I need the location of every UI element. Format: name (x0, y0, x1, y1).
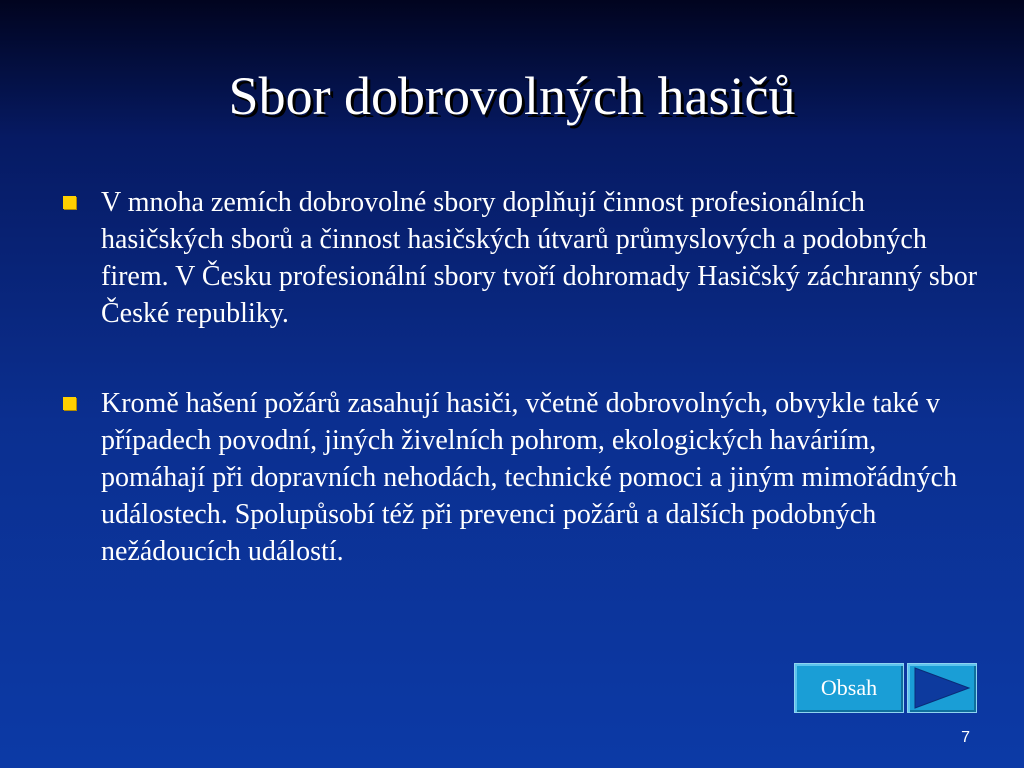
slide-title: Sbor dobrovolných hasičů (228, 66, 796, 126)
square-bullet-icon (63, 397, 76, 410)
contents-button[interactable]: Obsah (794, 663, 904, 713)
page-number: 7 (961, 729, 970, 746)
next-slide-button[interactable] (907, 663, 977, 713)
bullet-text: Kromě hašení požárů zasahují hasiči, včetně dobrovolných, obvykle také v případech povodní, jiných živelních pohrom, ekologických haváriím, pomáhají při dopravních nehodách, technické pomoci a jiným mimořádných událostech. Spolupůsobí též při prevenci požárů a dalších podobných nežádoucích událostí. (101, 388, 958, 567)
square-bullet-icon (63, 196, 76, 209)
list-item (60, 385, 980, 570)
list-item (60, 184, 980, 332)
bullet-list (60, 184, 980, 570)
play-arrow-icon (908, 664, 976, 712)
bullet-text: V mnoha zemích dobrovolné sbory doplňují činnost profesionálních hasičských sborů a činnost hasičských útvarů průmyslových a podobných firem. V Česku profesionální sbory tvoří dohromady Hasičský záchranný sbor České republiky. (101, 187, 978, 329)
